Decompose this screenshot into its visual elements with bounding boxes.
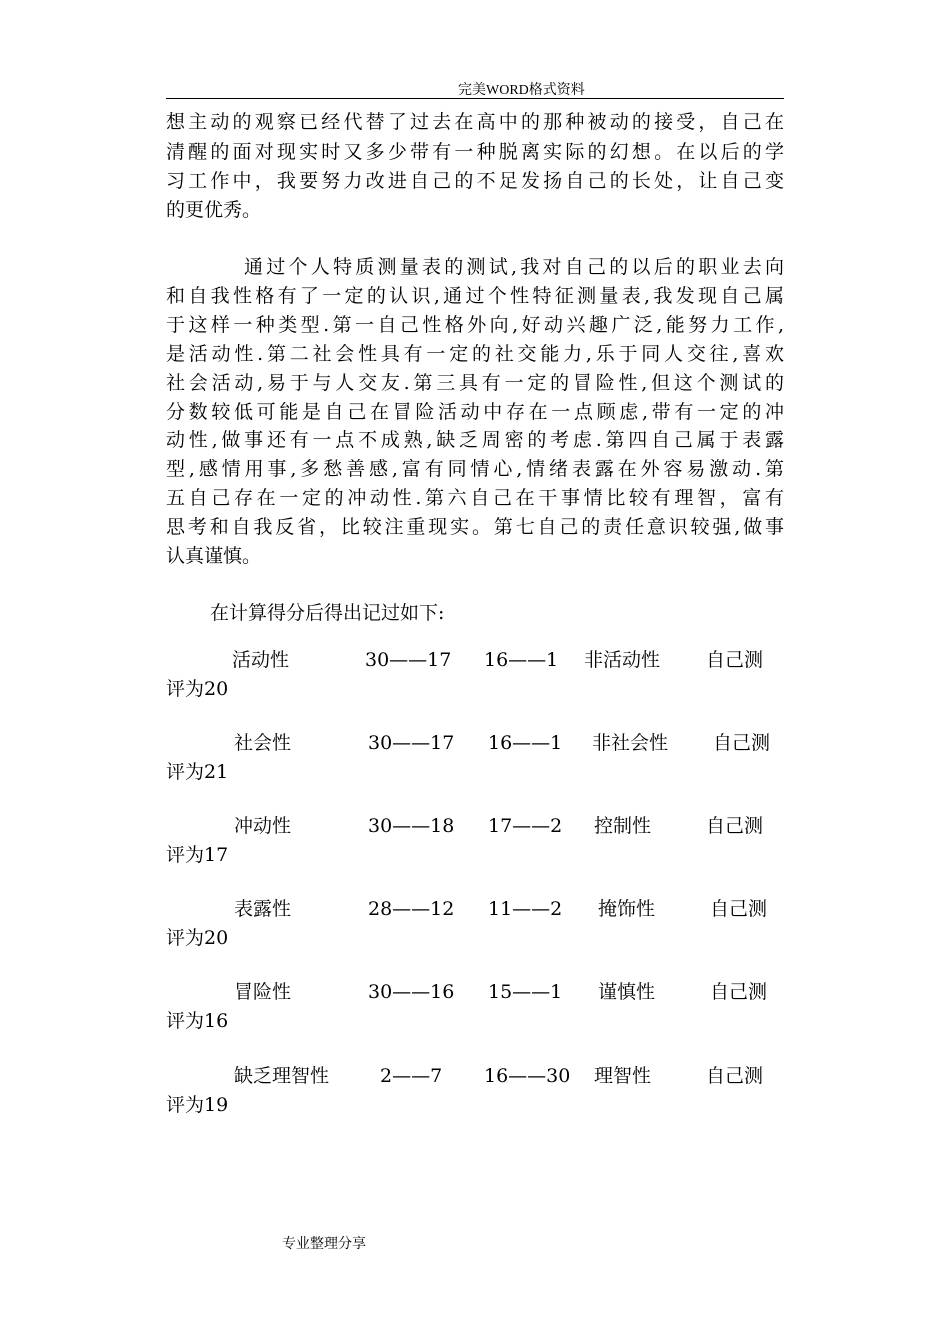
results-intro: 在计算得分后得出记过如下: xyxy=(210,602,445,624)
result-trait: 活动性 xyxy=(232,649,290,671)
result-trait: 冲动性 xyxy=(234,815,292,837)
result-range-high: 2——7 xyxy=(380,1065,443,1087)
paragraph2-line-6: 分数较低可能是自己在冒险活动中存在一点顾虑,带有一定的冲 xyxy=(166,401,784,423)
paragraph2-line-8: 型,感情用事,多愁善感,富有同情心,情绪表露在外容易激动.第 xyxy=(166,458,784,480)
header-divider xyxy=(166,98,784,99)
paragraph1-line-1: 想主动的观察已经代替了过去在高中的那种被动的接受，自己在 xyxy=(166,111,784,133)
result-range-high: 30——17 xyxy=(365,649,452,671)
paragraph1-line-4: 的更优秀。 xyxy=(166,199,262,221)
result-score: 评为20 xyxy=(166,678,229,700)
paragraph2-line-1: 通过个人特质测量表的测试,我对自己的以后的职业去向 xyxy=(244,256,784,278)
result-range-low: 16——1 xyxy=(484,649,559,671)
result-opposite: 控制性 xyxy=(594,815,652,837)
result-trait: 表露性 xyxy=(234,898,292,920)
paragraph2-line-7: 动性,做事还有一点不成熟,缺乏周密的考虑.第四自己属于表露 xyxy=(166,429,784,451)
paragraph2-line-10: 思考和自我反省，比较注重现实。第七自己的责任意识较强,做事 xyxy=(166,516,784,538)
result-range-low: 16——30 xyxy=(484,1065,571,1087)
result-opposite: 非社会性 xyxy=(592,732,669,754)
paragraph2-line-2: 和自我性格有了一定的认识,通过个性特征测量表,我发现自己属 xyxy=(166,285,784,307)
result-range-low: 15——1 xyxy=(488,981,563,1003)
result-opposite: 谨慎性 xyxy=(598,981,656,1003)
result-opposite: 非活动性 xyxy=(584,649,661,671)
result-score: 评为16 xyxy=(166,1010,229,1032)
paragraph2-line-3: 于这样一种类型.第一自己性格外向,好动兴趣广泛,能努力工作, xyxy=(166,314,784,336)
result-self-label: 自己测 xyxy=(710,898,768,920)
result-opposite: 掩饰性 xyxy=(598,898,656,920)
result-score: 评为17 xyxy=(166,844,229,866)
paragraph2-line-11: 认真谨慎。 xyxy=(166,545,262,567)
result-trait: 社会性 xyxy=(234,732,292,754)
result-range-high: 30——18 xyxy=(368,815,455,837)
paragraph2-line-5: 社会活动,易于与人交友.第三具有一定的冒险性,但这个测试的 xyxy=(166,372,784,394)
paragraph2-line-4: 是活动性.第二社会性具有一定的社交能力,乐于同人交往,喜欢 xyxy=(166,343,784,365)
page-footer: 专业整理分享 xyxy=(282,1237,366,1252)
result-trait: 冒险性 xyxy=(234,981,292,1003)
result-range-high: 30——17 xyxy=(368,732,455,754)
result-self-label: 自己测 xyxy=(713,732,771,754)
page-header-title: 完美WORD格式资料 xyxy=(458,83,585,98)
result-self-label: 自己测 xyxy=(706,1065,764,1087)
result-opposite: 理智性 xyxy=(594,1065,652,1087)
result-self-label: 自己测 xyxy=(710,981,768,1003)
result-range-low: 16——1 xyxy=(488,732,563,754)
result-range-high: 30——16 xyxy=(368,981,455,1003)
paragraph2-line-9: 五自己存在一定的冲动性.第六自己在干事情比较有理智，富有 xyxy=(166,487,784,509)
result-range-low: 17——2 xyxy=(488,815,563,837)
result-self-label: 自己测 xyxy=(706,815,764,837)
result-range-high: 28——12 xyxy=(368,898,455,920)
result-score: 评为21 xyxy=(166,761,229,783)
result-trait: 缺乏理智性 xyxy=(234,1065,330,1087)
result-self-label: 自己测 xyxy=(706,649,764,671)
paragraph1-line-3: 习工作中，我要努力改进自己的不足发扬自己的长处，让自己变 xyxy=(166,170,784,192)
result-score: 评为20 xyxy=(166,927,229,949)
result-score: 评为19 xyxy=(166,1094,229,1116)
paragraph1-line-2: 清醒的面对现实时又多少带有一种脱离实际的幻想。在以后的学 xyxy=(166,141,784,163)
result-range-low: 11——2 xyxy=(488,898,563,920)
